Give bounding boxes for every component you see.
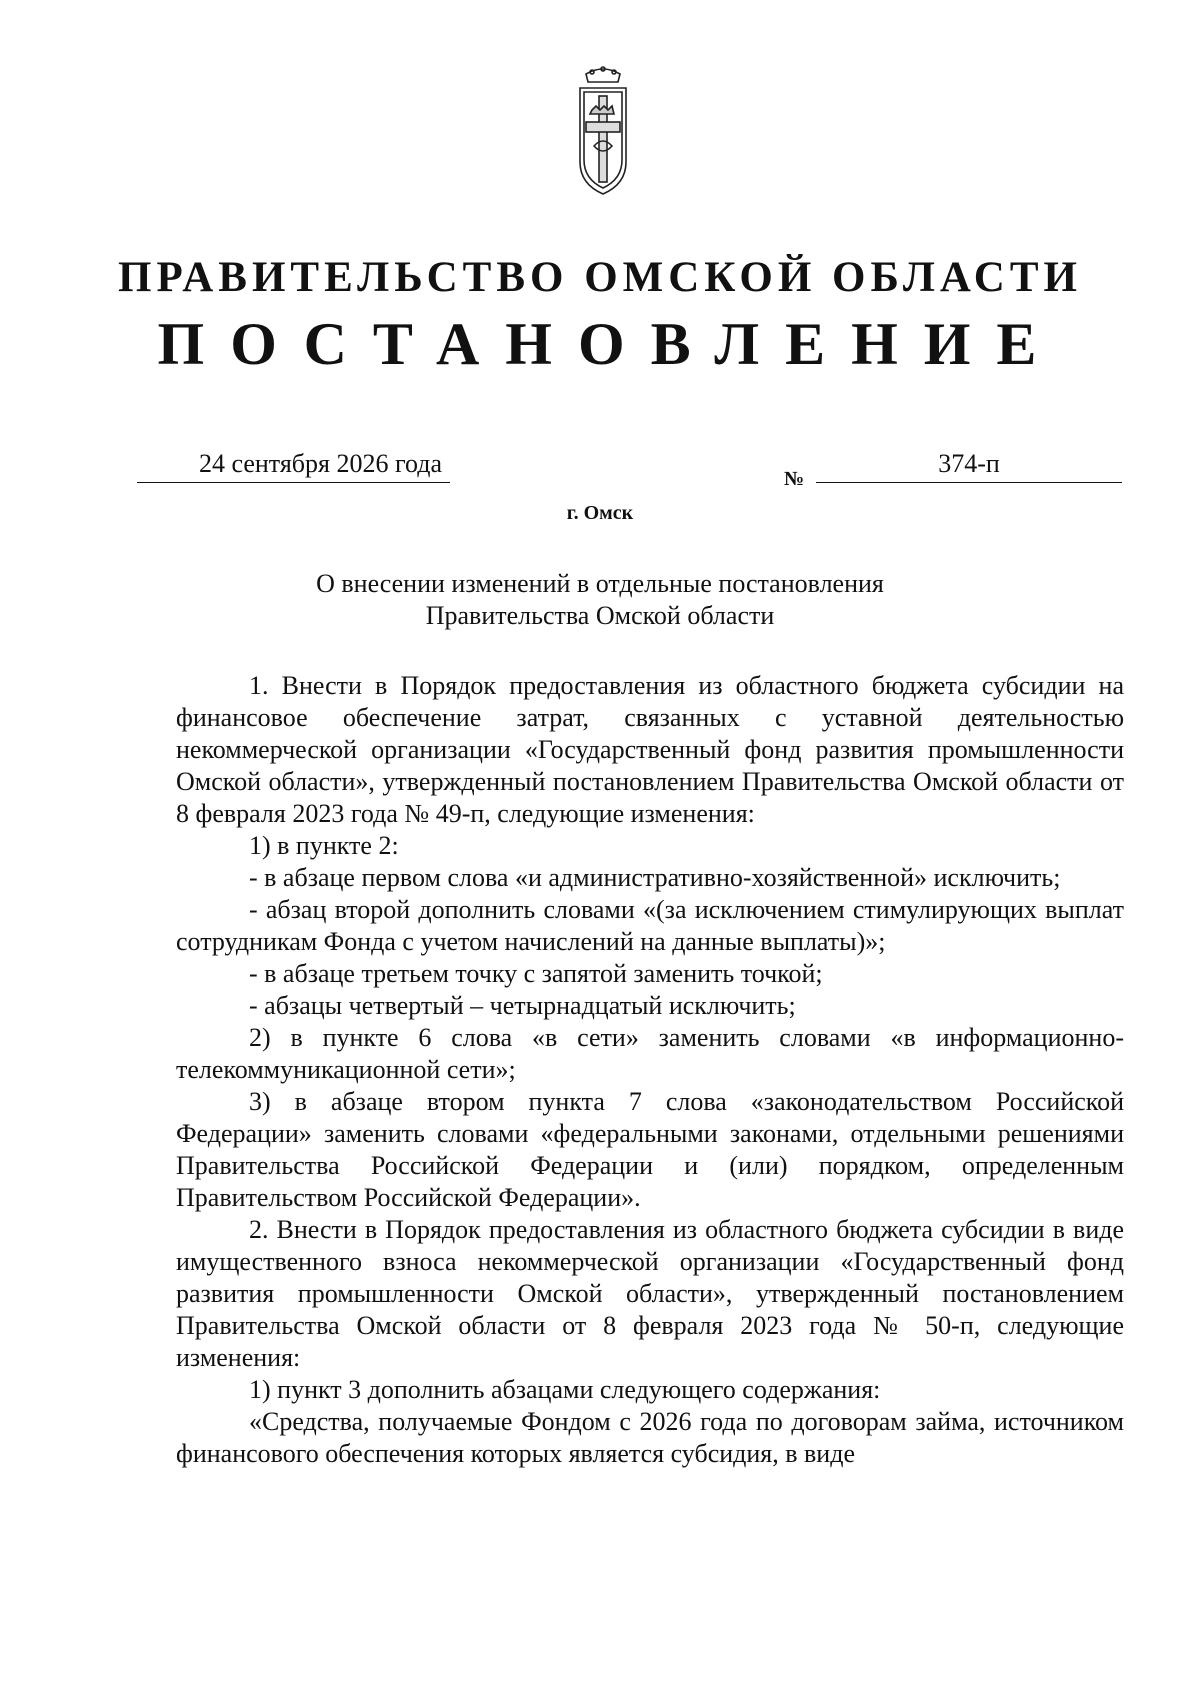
document-type-title: ПОСТАНОВЛЕНИЕ bbox=[157, 311, 1063, 377]
body-paragraph: - абзацы четвертый – четырнадцатый исключить; bbox=[249, 991, 796, 1020]
subject-line: Правительства Омской области bbox=[425, 601, 775, 630]
body-paragraph: 3) в абзаце втором пункта 7 слова «законодательством Российской Федерации» заменить словами «федеральными законами, отдельными решениями Правительства Российской Федерации и (или) порядком, определенным Правительством Российской Федерации». bbox=[176, 1087, 1124, 1212]
body-paragraph: 1. Внести в Порядок предоставления из областного бюджета субсидии на финансовое обеспечение затрат, связанных с уставной деятельностью некоммерческой организации «Государственный фонд развития промышленности Омской области», утвержденный постановлением Правительства Омской области от 8 февраля 2023 года № 49-п, следующие изменения: bbox=[176, 671, 1124, 828]
document-body bbox=[176, 670, 1124, 1470]
document-subject bbox=[0, 568, 1200, 632]
body-paragraph: 1) пункт 3 дополнить абзацами следующего содержания: bbox=[249, 1375, 881, 1404]
number-sign: № bbox=[784, 468, 805, 490]
document-city: г. Омск bbox=[566, 502, 634, 524]
document-number: 374-п bbox=[816, 446, 1122, 483]
subject-line: О внесении изменений в отдельные постановления bbox=[316, 569, 884, 598]
body-paragraph: «Средства, получаемые Фондом с 2026 года по договорам займа, источником финансового обеспечения которых является субсидия, в виде bbox=[176, 1407, 1124, 1468]
body-paragraph: 1) в пункте 2: bbox=[249, 831, 399, 860]
coat-of-arms-emblem bbox=[574, 66, 632, 198]
body-paragraph: - в абзаце третьем точку с запятой заменить точкой; bbox=[249, 959, 823, 988]
body-paragraph: 2) в пункте 6 слова «в сети» заменить словами «в информационно-телекоммуникационной сети»; bbox=[176, 1023, 1124, 1084]
body-paragraph: - абзац второй дополнить словами «(за исключением стимулирующих выплат сотрудникам Фонда с учетом начислений на данные выплаты)»; bbox=[176, 895, 1124, 956]
body-paragraph: 2. Внести в Порядок предоставления из областного бюджета субсидии в виде имущественного взноса некоммерческой организации «Государственный фонд развития промышленности Омской области», утвержденный постановлением Правительства Омской области от 8 февраля 2023 года № 50-п, следующие изменения: bbox=[176, 1215, 1124, 1372]
document-date: 24 сентября 2026 года bbox=[137, 446, 450, 483]
body-paragraph: - в абзаце первом слова «и административно-хозяйственной» исключить; bbox=[249, 863, 1061, 892]
government-title: ПРАВИТЕЛЬСТВО ОМСКОЙ ОБЛАСТИ bbox=[118, 254, 1082, 301]
